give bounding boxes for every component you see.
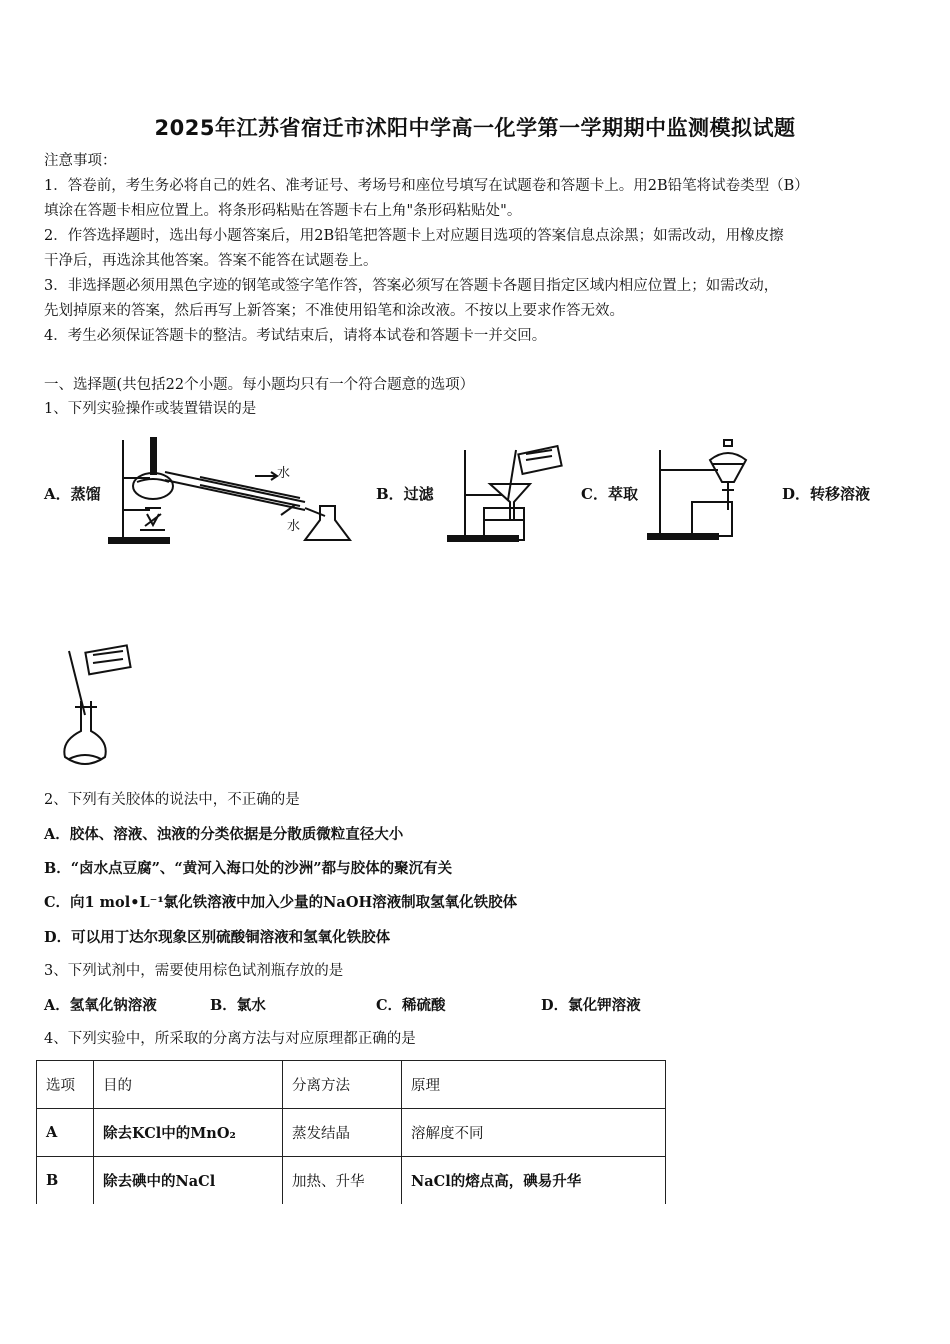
q2-option-b: B．“卤水点豆腐”、“黄河入海口处的沙洲”都与胶体的聚沉有关 [44, 860, 453, 877]
q3-option-b: B．氯水 [210, 997, 266, 1014]
q1-option-b: B．过滤 [376, 485, 434, 503]
notice-line: 填涂在答题卡相应位置上。将条形码粘贴在答题卡右上角"条形码粘贴处"。 [44, 203, 522, 219]
q2-option-a: A．胶体、溶液、浊液的分类依据是分散质微粒直径大小 [44, 826, 404, 843]
table-row [37, 1157, 666, 1205]
table-cell: 除去碘中的NaCl [94, 1157, 283, 1205]
q3-option-d: D．氯化钾溶液 [541, 997, 641, 1014]
section-heading: 一、选择题(共包括22个小题。每小题均只有一个符合题意的选项） [44, 377, 475, 393]
q1-stem: 1、下列实验操作或装置错误的是 [44, 401, 257, 417]
q2-option-d: D．可以用丁达尔现象区别硫酸铜溶液和氢氧化铁胶体 [44, 929, 391, 946]
q3-option-c: C．稀硫酸 [376, 997, 446, 1014]
q3-stem: 3、下列试剂中，需要使用棕色试剂瓶存放的是 [44, 963, 344, 979]
q4-table [36, 1060, 666, 1204]
table-cell: 溶解度不同 [402, 1109, 666, 1157]
water-label-in: 水 [277, 466, 291, 481]
water-label-out: 水 [287, 519, 301, 534]
table-header-cell: 目的 [94, 1061, 283, 1109]
extraction-apparatus [648, 438, 758, 543]
q2-option-c: C．向1 mol•L⁻¹氯化铁溶液中加入少量的NaOH溶液制取氢氧化铁胶体 [44, 894, 518, 911]
table-header-cell: 分离方法 [283, 1061, 402, 1109]
q1-option-a: A．蒸馏 [44, 485, 101, 503]
notice-line: 4．考生必须保证答题卡的整洁。考试结束后，请将本试卷和答题卡一并交回。 [44, 328, 547, 344]
q3-option-a: A．氢氧化钠溶液 [44, 997, 157, 1014]
table-header-cell: 原理 [402, 1061, 666, 1109]
notice-line: 1．答卷前，考生务必将自己的姓名、准考证号、考场号和座位号填写在试题卷和答题卡上。用2B铅笔将试卷类型（B） [44, 178, 809, 194]
table-cell: A [37, 1109, 94, 1157]
table-cell: NaCl的熔点高，碘易升华 [402, 1157, 666, 1205]
notice-line: 干净后，再选涂其他答案。答案不能答在试题卷上。 [44, 253, 378, 269]
table-row [37, 1109, 666, 1157]
q2-stem: 2、下列有关胶体的说法中，不正确的是 [44, 792, 300, 808]
notice-line: 先划掉原来的答案，然后再写上新答案；不准使用铅笔和涂改液。不按以上要求作答无效。 [44, 303, 624, 319]
table-header-row [37, 1061, 666, 1109]
table-cell: 蒸发结晶 [283, 1109, 402, 1157]
table-cell: 除去KCl中的MnO₂ [94, 1109, 283, 1157]
distillation-apparatus [105, 430, 360, 550]
table-header-cell: 选项 [37, 1061, 94, 1109]
filtration-apparatus [440, 440, 565, 545]
table-cell: 加热、升华 [283, 1157, 402, 1205]
page-title: 2025年江苏省宿迁市沭阳中学高一化学第一学期期中监测模拟试题 [154, 116, 796, 140]
q4-stem: 4、下列实验中，所采取的分离方法与对应原理都正确的是 [44, 1031, 416, 1047]
q1-option-c: C．萃取 [581, 485, 638, 503]
q1-option-d: D．转移溶液 [782, 485, 871, 503]
transfer-solution-apparatus [55, 645, 145, 770]
notice-heading: 注意事项： [44, 153, 117, 169]
notice-line: 3．非选择题必须用黑色字迹的钢笔或签字笔作答，答案必须写在答题卡各题目指定区域内相应位置上；如需改动， [44, 278, 779, 294]
table-cell: B [37, 1157, 94, 1205]
notice-line: 2．作答选择题时，选出每小题答案后，用2B铅笔把答题卡上对应题目选项的答案信息点涂黑；如需改动，用橡皮擦 [44, 228, 784, 244]
